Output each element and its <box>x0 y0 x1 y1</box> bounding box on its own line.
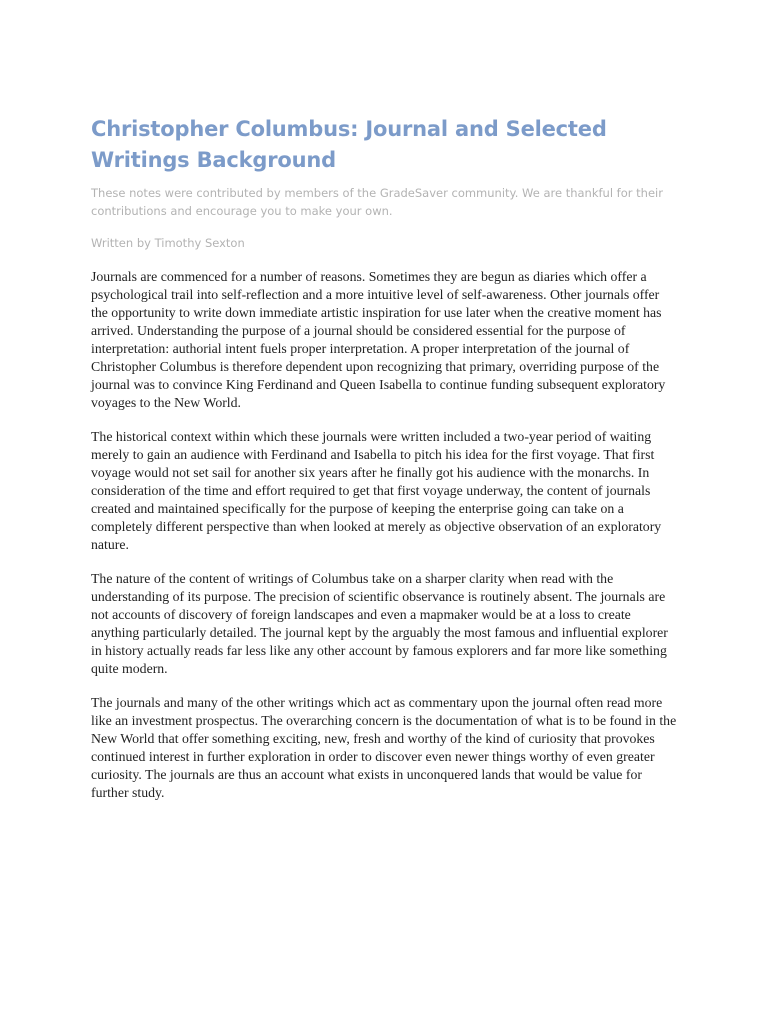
contribution-note: These notes were contributed by members of the GradeSaver community. We are thankful for their contributions and encourage you to make your own. <box>91 186 663 218</box>
body-paragraph-2: The historical context within which these journals were written included a two-year period of waiting merely to gain an audience with Ferdinand and Isabella to pitch his idea for the first voyage. That first voyage would not set sail for another six years after he finally got his audience with the monarchs. In consideration of the time and effort required to get that first voyage underway, the content of journals created and maintained specifically for the purpose of keeping the enterprise going can take on a completely different perspective than when looked at merely as objective observation of an exploratory nature. <box>91 429 662 552</box>
document-page <box>91 114 679 818</box>
page-title: Christopher Columbus: Journal and Selected Writings Background <box>91 117 607 172</box>
body-paragraph-4: The journals and many of the other writings which act as commentary upon the journal often read more like an investment prospectus. The overarching concern is the documentation of what is to be found in the New World that offer something exciting, new, fresh and worthy of the kind of curiosity that provokes continued interest in further exploration in order to discover even newer things worthy of even greater curiosity. The journals are thus an account what exists in unconquered lands that would be value for further study. <box>91 695 677 800</box>
body-paragraph-1: Journals are commenced for a number of reasons. Sometimes they are begun as diaries which offer a psychological trail into self-reflection and a more intuitive level of self-awareness. Other journals offer the opportunity to write down immediate artistic inspiration for use later when the creative moment has arrived. Understanding the purpose of a journal should be considered essential for the purpose of interpretation: authorial intent fuels proper interpretation. A proper interpretation of the journal of Christopher Columbus is therefore dependent upon recognizing that primary, overriding purpose of the journal was to convince King Ferdinand and Queen Isabella to continue funding subsequent exploratory voyages to the New World. <box>91 269 666 410</box>
author-byline: Written by Timothy Sexton <box>91 236 245 250</box>
body-paragraph-3: The nature of the content of writings of Columbus take on a sharper clarity when read with the understanding of its purpose. The precision of scientific observance is routinely absent. The journals are not accounts of discovery of foreign landscapes and even a mapmaker would be at a loss to create anything particularly detailed. The journal kept by the arguably the most famous and influential explorer in history actually reads far less like any other account by famous explorers and far more like something quite modern. <box>91 571 668 676</box>
